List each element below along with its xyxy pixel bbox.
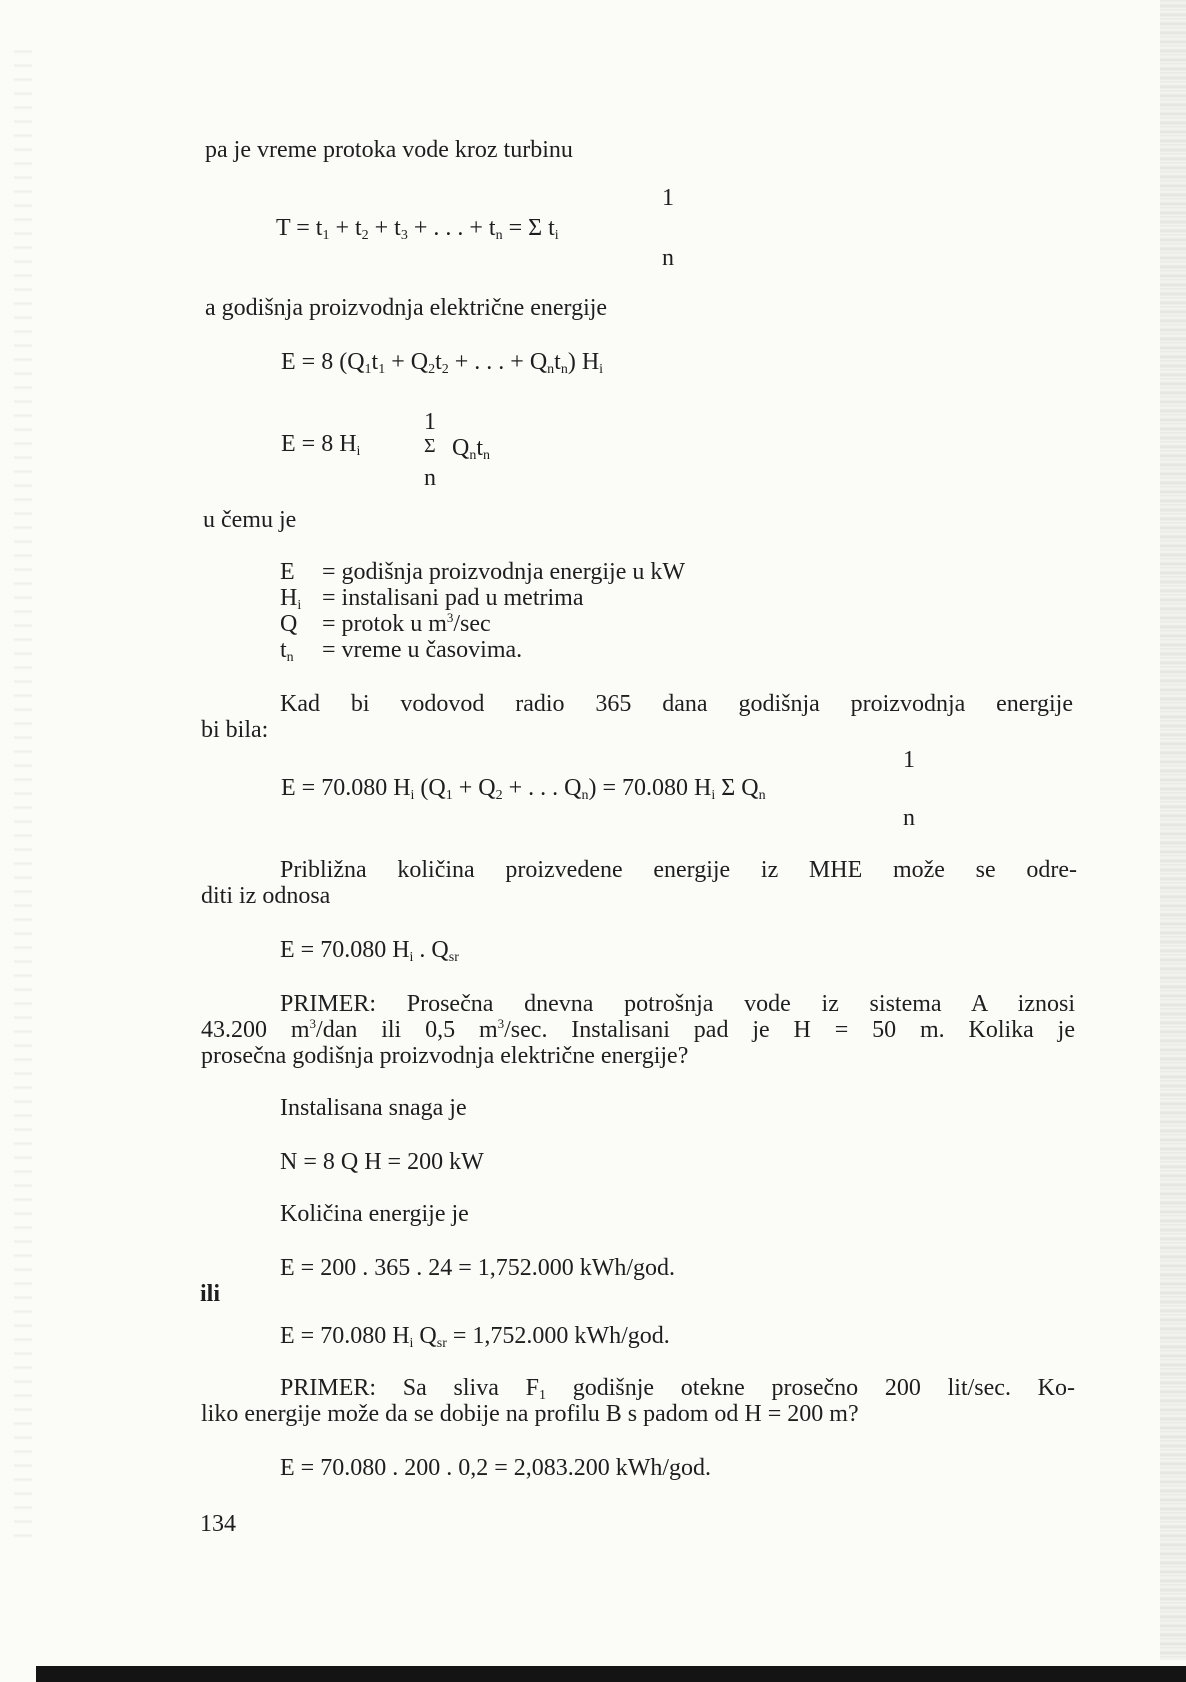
scan-right-edge	[1160, 0, 1186, 1660]
eq1-body: $T = t_1 + t_2 + t_3$ + . . . + $t_n = \Sigma$ $t_i$	[276, 215, 559, 243]
paragraph-365-days-line1: Kad bi vodovod radio 365 dana godišnja proizvodnja energije	[280, 691, 1073, 717]
page-number: 134	[200, 1511, 236, 1537]
eq4-body: E = 70.080 $H_i$ ($Q_1 + Q_2$ + . . . $Q_n) = 70.080$ $H_i$ Σ $Q_n$	[281, 775, 766, 803]
eq3-lower-limit: n	[424, 465, 436, 491]
eq3-tail: $Q_nt_n$	[452, 435, 491, 463]
example1-line3: prosečna godišnja proizvodnja električne energije?	[201, 1043, 689, 1069]
eq3-sigma: Σ	[424, 435, 436, 457]
eq3-left: E = 8 $H_i$	[281, 431, 361, 459]
legend-symbol: Q	[280, 611, 298, 637]
paragraph-approx-line2: diti iz odnosa	[201, 883, 331, 909]
example2-line1: PRIMER: Sa sliva $F_1$ godišnje otekne prosečno 200 lit/sec. Ko-	[280, 1375, 1076, 1403]
scan-left-edge	[14, 40, 32, 1540]
legend-symbol: E	[280, 559, 295, 585]
eq4-lower-limit: n	[903, 805, 915, 831]
example1-line2: 43.200 $m^3$/dan ili 0,5 $m^3/\sec$. Instalisani pad je H = 50 m. Kolika je	[201, 1016, 1076, 1043]
legend-symbol: $H_i$	[280, 585, 302, 613]
legend-description: = protok u $m^3/\sec$	[322, 610, 491, 637]
where-label: u čemu je	[203, 507, 297, 533]
eq1-upper-limit: 1	[662, 185, 674, 211]
equation-approx-energy: E = 70.080 $H_i$ . $Q_{sr}$	[280, 937, 459, 965]
legend-description: = godišnja proizvodnja energije u kW	[322, 559, 685, 585]
example1-line1: PRIMER: Prosečna dnevna potrošnja vode iz sistema A iznosi	[280, 991, 1075, 1017]
example2-line2: liko energije može da se dobije na profilu B s padom od H = 200 m?	[201, 1401, 859, 1427]
legend-symbol: $t_n$	[280, 637, 294, 665]
scan-bottom-border	[36, 1666, 1186, 1682]
legend-description: = instalisani pad u metrima	[322, 585, 584, 611]
equation-energy-sum: E = 8 ($Q_1t_1 + Q_2t_2$ + . . . + $Q_nt_n$) $H_i$	[281, 349, 604, 377]
eq4-upper-limit: 1	[903, 747, 915, 773]
legend-description: = vreme u časovima.	[322, 637, 523, 663]
energy-amount-label: Količina energije je	[280, 1201, 469, 1227]
paragraph-365-days-line2: bi bila:	[201, 717, 269, 743]
installed-power-label: Instalisana snaga je	[280, 1095, 467, 1121]
equation-energy-hours: E = 200 . 365 . 24 = 1,752.000 kWh/god.	[280, 1255, 676, 1281]
paragraph-approx-line1: Približna količina proizvedene energije iz MHE može se odre-	[280, 857, 1077, 883]
eq1-lower-limit: n	[662, 245, 674, 271]
equation-example2: E = 70.080 . 200 . 0,2 = 2,083.200 kWh/god.	[280, 1455, 712, 1481]
eq3-upper-limit: 1	[424, 409, 436, 435]
intro-text-2: a godišnja proizvodnja električne energije	[205, 295, 608, 321]
equation-power: N = 8 Q H = 200 kW	[280, 1149, 484, 1175]
intro-text-1: pa je vreme protoka vode kroz turbinu	[205, 137, 573, 163]
equation-energy-result: E = 70.080 $H_i$ $Q_{sr} = 1,752.000$ kWh/god.	[280, 1323, 670, 1351]
or-label: ili	[200, 1281, 221, 1307]
